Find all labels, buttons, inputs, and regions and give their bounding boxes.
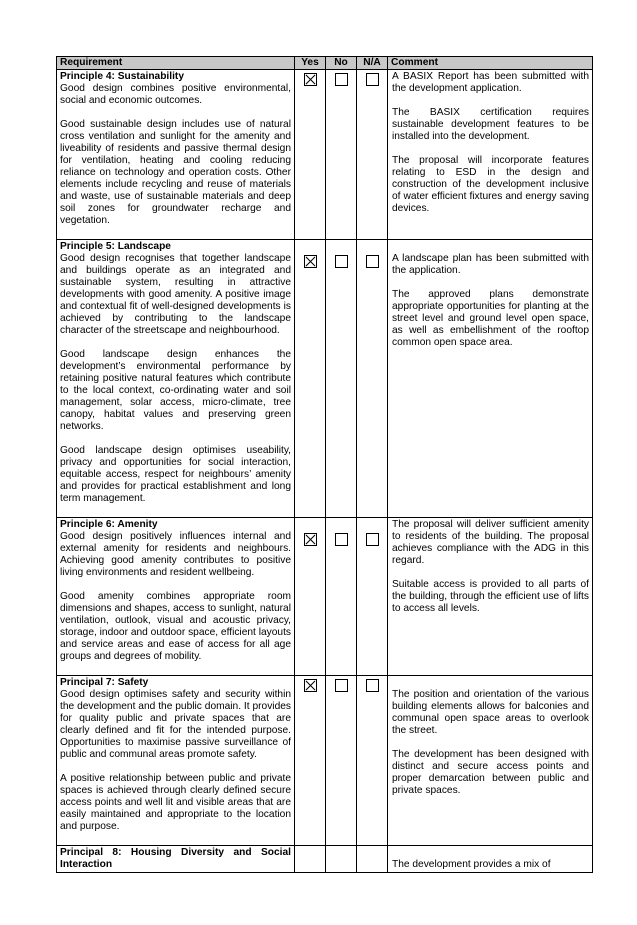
comment-text: The approved plans demonstrate appropriate opportunities for planting at the street level and ground level open space, as well as embellishment of the rooftop common open space area. bbox=[392, 289, 589, 348]
principle-title: Principal 8: Housing Diversity and Social Interaction bbox=[60, 847, 291, 870]
comment-text: The position and orientation of the various building elements allows for balconies and communal open space areas to overlook the street. bbox=[392, 689, 589, 736]
na-cell bbox=[357, 240, 388, 518]
comment-text: The proposal will incorporate features relating to ESD in the design and construction of the development inclusive of water efficient fixtures and energy saving devices. bbox=[392, 155, 589, 214]
na-checkbox[interactable] bbox=[366, 255, 379, 268]
comment-text: A landscape plan has been submitted with the application. bbox=[392, 253, 589, 276]
header-na: N/A bbox=[357, 57, 388, 70]
na-cell bbox=[357, 846, 388, 873]
requirement-text: Good landscape design optimises useability, privacy and opportunities for social interaction, equitable access, respect for neighbours’ amenity and provides for practical establishment and long term management. bbox=[60, 445, 291, 504]
no-cell bbox=[326, 70, 357, 240]
yes-cell bbox=[295, 676, 326, 846]
no-cell bbox=[326, 518, 357, 676]
comment-text: The BASIX certification requires sustainable development features to be installed into the development. bbox=[392, 107, 589, 142]
principle-title: Principle 6: Amenity bbox=[60, 519, 158, 530]
yes-checkbox[interactable] bbox=[304, 679, 317, 692]
yes-checkbox[interactable] bbox=[304, 533, 317, 546]
comment-text: Suitable access is provided to all parts of the building, through the efficient use of lifts to access all levels. bbox=[392, 579, 589, 614]
requirement-text: Good design optimises safety and security within the development and the public domain. It provides for quality public and private spaces that are clearly defined and fit for the intended purpose. Opportunities to maximise passive surveillance of public and communal areas promote safety. bbox=[60, 689, 291, 760]
table-row bbox=[57, 240, 593, 518]
yes-cell bbox=[295, 240, 326, 518]
requirement-cell bbox=[57, 518, 295, 676]
table-row bbox=[57, 518, 593, 676]
no-checkbox[interactable] bbox=[335, 533, 348, 546]
requirement-text: A positive relationship between public and private spaces is achieved through clearly defined secure access points and well lit and visible areas that are easily maintained and appropriate to the location and purpose. bbox=[60, 773, 291, 832]
requirement-text: Good amenity combines appropriate room dimensions and shapes, access to sunlight, natural ventilation, outlook, visual and acoustic privacy, storage, indoor and outdoor space, efficient layouts and service areas and ease of access for all age groups and degrees of mobility. bbox=[60, 591, 291, 662]
yes-cell bbox=[295, 846, 326, 873]
requirement-text: Good design combines positive environmental, social and economic outcomes. bbox=[60, 83, 291, 106]
na-checkbox[interactable] bbox=[366, 679, 379, 692]
requirement-cell bbox=[57, 240, 295, 518]
header-comment: Comment bbox=[388, 57, 593, 70]
comment-cell bbox=[388, 676, 593, 846]
requirement-cell bbox=[57, 676, 295, 846]
na-checkbox[interactable] bbox=[366, 73, 379, 86]
comment-text: The development has been designed with distinct and secure access points and proper demarcation between public and private spaces. bbox=[392, 749, 589, 796]
requirement-text: Good sustainable design includes use of natural cross ventilation and sunlight for the amenity and liveability of residents and passive thermal design for ventilation, heating and cooling reducing reliance on technology and operation costs. Other elements include recycling and reuse of materials and waste, use of sustainable materials and deep soil zones for groundwater recharge and vegetation. bbox=[60, 119, 291, 226]
table-row bbox=[57, 70, 593, 240]
no-checkbox[interactable] bbox=[335, 255, 348, 268]
no-cell bbox=[326, 846, 357, 873]
comment-cell bbox=[388, 846, 593, 873]
requirement-text: Good landscape design enhances the development’s environmental performance by retaining positive natural features which contribute to the local context, co-ordinating water and soil management, solar access, micro-climate, tree canopy, habitat values and preserving green networks. bbox=[60, 349, 291, 432]
header-no: No bbox=[326, 57, 357, 70]
na-cell bbox=[357, 70, 388, 240]
principle-title: Principle 5: Landscape bbox=[60, 241, 171, 252]
na-cell bbox=[357, 518, 388, 676]
comment-text: The proposal will deliver sufficient amenity to residents of the building. The proposal achieves compliance with the ADG in this regard. bbox=[392, 519, 589, 566]
na-checkbox[interactable] bbox=[366, 533, 379, 546]
yes-checkbox[interactable] bbox=[304, 73, 317, 86]
header-requirement: Requirement bbox=[57, 57, 295, 70]
comment-cell bbox=[388, 240, 593, 518]
header-yes: Yes bbox=[295, 57, 326, 70]
requirement-text: Good design positively influences internal and external amenity for residents and neighbours. Achieving good amenity contributes to positive living environments and resident wellbeing. bbox=[60, 531, 291, 578]
yes-cell bbox=[295, 518, 326, 676]
comment-text: The development provides a mix of bbox=[392, 859, 551, 870]
requirements-table bbox=[56, 56, 593, 873]
principle-title: Principle 4: Sustainability bbox=[60, 71, 184, 82]
document-page bbox=[56, 56, 592, 873]
no-cell bbox=[326, 240, 357, 518]
no-cell bbox=[326, 676, 357, 846]
comment-cell bbox=[388, 70, 593, 240]
comment-text: A BASIX Report has been submitted with the development application. bbox=[392, 71, 589, 94]
requirement-cell bbox=[57, 70, 295, 240]
table-row bbox=[57, 846, 593, 873]
comment-cell bbox=[388, 518, 593, 676]
yes-cell bbox=[295, 70, 326, 240]
requirement-cell bbox=[57, 846, 295, 873]
na-cell bbox=[357, 676, 388, 846]
yes-checkbox[interactable] bbox=[304, 255, 317, 268]
no-checkbox[interactable] bbox=[335, 679, 348, 692]
table-row bbox=[57, 676, 593, 846]
principle-title: Principal 7: Safety bbox=[60, 677, 149, 688]
requirement-text: Good design recognises that together landscape and buildings operate as an integrated and sustainable system, resulting in attractive developments with good amenity. A positive image and contextual fit of well-designed developments is achieved by contributing to the landscape character of the streetscape and neighbourhood. bbox=[60, 253, 291, 336]
table-header-row bbox=[57, 57, 593, 70]
no-checkbox[interactable] bbox=[335, 73, 348, 86]
